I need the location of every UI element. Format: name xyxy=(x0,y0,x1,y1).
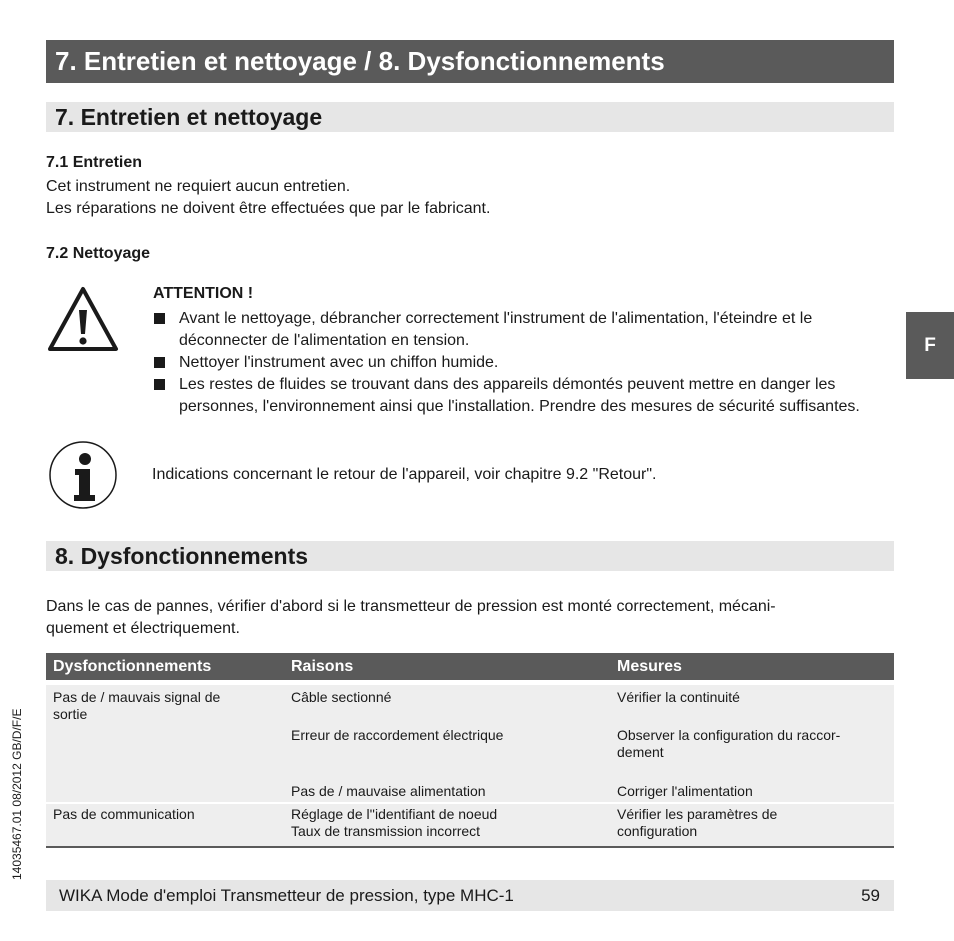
bullet-item: Les restes de fluides se trouvant dans des appareils démontés peuvent mettre en danger les personnes, l'environnement ainsi que l'installation. Prendre des mesures de sécurité suffisantes. xyxy=(153,374,893,418)
attention-title: ATTENTION ! xyxy=(153,285,254,302)
maintenance-line-1: Cet instrument ne requiert aucun entretien. xyxy=(46,178,351,195)
section-7-title: 7. Entretien et nettoyage xyxy=(46,102,894,132)
reason-cell: Pas de / mauvaise alimentation xyxy=(284,779,610,802)
return-info-text: Indications concernant le retour de l'appareil, voir chapitre 9.2 "Retour". xyxy=(152,466,657,483)
reason-cell: Câble sectionné xyxy=(284,685,610,723)
bullet-square-icon xyxy=(154,357,165,368)
table-row xyxy=(46,804,894,847)
bullet-square-icon xyxy=(154,313,165,324)
measure-cell: Observer la configuration du raccor- dement xyxy=(610,723,894,779)
subsection-7-2-title: 7.2 Nettoyage xyxy=(46,245,151,262)
subsection-7-1-title: 7.1 Entretien xyxy=(46,154,143,171)
section-8-title: 8. Dysfonctionnements xyxy=(46,541,894,571)
faults-intro-line-1: Dans le cas de pannes, vérifier d'abord si le transmetteur de pression est monté correctement, mécani- xyxy=(46,598,776,615)
header-faults: Dysfonctionnements xyxy=(46,653,284,680)
reason-cell: Réglage de l''identifiant de noeud Taux de transmission incorrect xyxy=(284,804,610,847)
faults-table xyxy=(46,653,894,848)
cleaning-bullet-list xyxy=(153,308,893,418)
footer-text: WIKA Mode d'emploi Transmetteur de pression, type MHC-1 xyxy=(59,886,514,905)
page-header: 7. Entretien et nettoyage / 8. Dysfonctionnements xyxy=(46,40,894,83)
bullet-item: Nettoyer l'instrument avec un chiffon humide. xyxy=(153,352,893,374)
page-number: 59 xyxy=(861,886,880,905)
table-header-row xyxy=(46,653,894,680)
header-reasons: Raisons xyxy=(284,653,610,680)
header-measures: Mesures xyxy=(610,653,894,680)
bullet-item: Avant le nettoyage, débrancher correctement l'instrument de l'alimentation, l'éteindre et le déconnecter de l'alimentation en tension. xyxy=(153,308,893,352)
bullet-square-icon xyxy=(154,379,165,390)
info-icon xyxy=(48,440,118,510)
maintenance-line-2: Les réparations ne doivent être effectuées que par le fabricant. xyxy=(46,200,491,217)
warning-triangle-icon xyxy=(47,286,119,352)
reason-cell: Erreur de raccordement électrique xyxy=(284,723,610,779)
fault-cell: Pas de communication xyxy=(46,804,284,847)
measure-cell: Corriger l'alimentation xyxy=(610,779,894,802)
faults-intro-line-2: quement et électriquement. xyxy=(46,620,240,637)
measure-cell: Vérifier la continuité xyxy=(610,685,894,723)
table-row xyxy=(46,685,894,723)
page-footer xyxy=(46,880,894,911)
document-code: 14035467.01 08/2012 GB/D/F/E xyxy=(10,708,24,880)
language-tab: F xyxy=(906,312,954,379)
fault-cell: Pas de / mauvais signal de sortie xyxy=(46,685,284,802)
measure-cell: Vérifier les paramètres de configuration xyxy=(610,804,894,847)
